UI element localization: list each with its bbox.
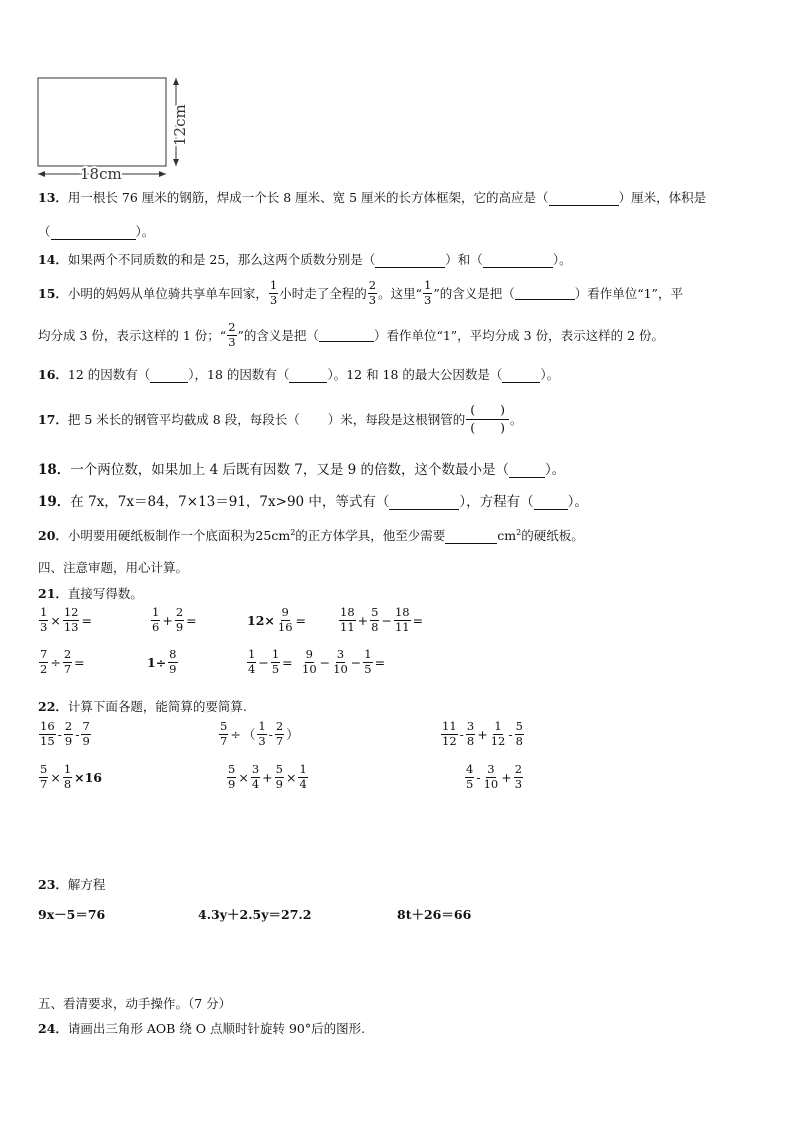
height-label: 12cm (171, 104, 189, 146)
fraction: 1 3 (423, 278, 432, 307)
question-text: （ (38, 224, 51, 239)
question-number: 17． (38, 412, 68, 427)
equation-3: 8t＋26＝66 (397, 907, 472, 922)
question-number: 16． (38, 367, 68, 382)
question-text: 如果两个不同质数的和是 25，那么这两个质数分别是（ (67, 252, 376, 267)
rectangle-figure (30, 70, 190, 185)
question-text: 在 7x，7x＝84，7×13＝91，7x>90 中，等式有（ (70, 494, 390, 510)
question-text: 均分成 3 份，表示这样的 1 份；“ (38, 328, 227, 343)
area-value: 25cm (255, 528, 291, 543)
expression: $\frac{5}{7}$ × $\frac{1}{8}$ ×16 (40, 762, 103, 791)
answer-blank[interactable] (150, 370, 188, 383)
question-text: ）。12 和 18 的最大公因数是（ (327, 367, 503, 382)
question-text: ）。 (552, 252, 572, 267)
question-number: 15． (38, 286, 68, 301)
question-text: 用一根长 76 厘米的钢筋，焊成一个长 8 厘米、宽 5 厘米的长方体框架，它的高应是（ (67, 190, 549, 205)
question-text: ）。 (545, 462, 566, 478)
question-18 (38, 458, 565, 478)
question-title: 计算下面各题，能简算的要简算. (67, 699, 247, 714)
expression: 1 4 − $\frac{1}{5}$ = (248, 647, 293, 676)
answer-blank[interactable] (375, 255, 445, 268)
expression: 11 12 - 3 8 + $\frac{1}{12}$ - 5 8 (442, 719, 523, 748)
answer-blank[interactable] (389, 497, 459, 510)
fraction: 2 3 (368, 278, 377, 307)
question-number: 23． (38, 877, 68, 892)
answer-blank[interactable] (319, 329, 374, 342)
answer-blank[interactable] (549, 193, 619, 206)
question-text: 的硬纸板。 (521, 528, 584, 543)
expression: 1÷ $\frac{8}{9}$ (147, 647, 177, 676)
width-label: 18cm (80, 165, 122, 183)
question-15-cont (38, 318, 664, 352)
question-title: 解方程 (67, 877, 106, 892)
blank-fraction[interactable]: ( ) ( ) (466, 402, 509, 436)
question-text: 小明的妈妈从单位骑共享单车回家， (67, 286, 268, 301)
answer-blank[interactable] (51, 227, 136, 240)
answer-blank[interactable] (445, 531, 497, 544)
question-text: 把 5 米长的钢管平均截成 8 段，每段长（ (67, 412, 300, 427)
expression: $\frac{5}{7}$ ÷ （ 1 3 - 2 7 ） (220, 719, 299, 748)
question-14 (38, 250, 572, 268)
expression: 16 15 - 2 9 - 7 9 (40, 719, 90, 748)
question-text: ），18 的因数有（ (188, 367, 290, 382)
question-19 (38, 490, 588, 510)
fraction: 2 3 (228, 320, 236, 349)
rectangle (38, 78, 166, 166)
question-text: 小明要用硬纸板制作一个底面积为 (67, 528, 256, 543)
expression: 4 5 - 3 10 + $\frac{2}{3}$ (466, 762, 523, 791)
question-text: 一个两位数，如果加上 4 后既有因数 7，又是 9 的倍数，这个数最小是（ (70, 462, 510, 478)
question-number: 20． (38, 528, 68, 543)
question-15 (38, 276, 683, 310)
question-text: ）看作单位“1”，平 (574, 286, 683, 301)
question-13 (38, 188, 706, 206)
question-text: ）。 (567, 494, 588, 510)
question-text: ”的含义是把（ (237, 328, 319, 343)
section-heading: 五、看清要求，动手操作。（7 分） (38, 996, 232, 1011)
question-13-cont (38, 222, 154, 240)
question-title: 直接写得数。 (67, 586, 143, 601)
answer-blank[interactable] (502, 370, 540, 383)
question-text: 12 的因数有（ (67, 367, 151, 382)
question-17 (38, 398, 523, 440)
unit: cm (497, 528, 517, 543)
question-text: 请画出三角形 AOB 绕 O 点顺时针旋转 90°后的图形. (67, 1021, 366, 1036)
question-number: 18． (38, 462, 71, 478)
question-text: ）。 (135, 224, 155, 239)
question-number: 22． (38, 699, 68, 714)
question-text: ）看作单位“1”，平均分成 3 份，表示这样的 2 份。 (373, 328, 664, 343)
expression: $\frac{5}{9}$ × $\frac{3}{4}$ + $\frac{5}{9}$ × $\frac{1}{4}$ (228, 762, 307, 791)
equation-1: 9x－5＝76 (38, 907, 106, 922)
question-text: ）。 (540, 367, 560, 382)
answer-blank[interactable] (515, 287, 575, 300)
answer-blank[interactable] (509, 465, 545, 478)
question-text: ）米，每段是这根钢管的 (327, 412, 466, 427)
question-number: 24． (38, 1021, 68, 1036)
question-text: 。这里“ (378, 286, 422, 301)
question-22 (38, 697, 247, 715)
question-text: 的正方体学具，他至少需要 (295, 528, 446, 543)
expression: $\frac{7}{2}$ ÷ $\frac{2}{7}$ = (40, 647, 85, 676)
answer-blank[interactable] (483, 255, 553, 268)
question-text: ），方程有（ (459, 494, 534, 510)
expression: 18 11 + $\frac{5}{8}$ − $\frac{18}{11}$ = (340, 605, 424, 634)
question-text: ）和（ (445, 252, 483, 267)
expression: $\frac{1}{3}$ × $\frac{12}{13}$ = (40, 605, 92, 634)
question-number: 19． (38, 494, 71, 510)
question-text: 。 (510, 412, 523, 427)
question-21 (38, 584, 143, 602)
question-24 (38, 1019, 365, 1037)
question-text: ”的含义是把（ (433, 286, 515, 301)
question-text: ）厘米，体积是 (618, 190, 707, 205)
question-20: 20．小明要用硬纸板制作一个底面积为$25cm^2$的正方体学具，他至少需要 $cm^2$的硬纸板。 (38, 527, 584, 543)
answer-blank[interactable] (534, 497, 568, 510)
question-text: 小时走了全程的 (279, 286, 367, 301)
expression: 12× $\frac{9}{16}$ = (247, 605, 306, 634)
equation-2: 4.3y＋2.5y＝27.2 (198, 907, 312, 922)
expression: 9 10 − $\frac{3}{10}$ − $\frac{1}{5}$ = (302, 647, 386, 676)
question-number: 14． (38, 252, 68, 267)
question-number: 21． (38, 586, 68, 601)
answer-blank[interactable] (289, 370, 327, 383)
section-heading: 四、注意审题，用心计算。 (38, 560, 189, 575)
question-16 (38, 365, 559, 383)
fraction: 1 3 (269, 278, 278, 307)
expression: 1 6 + $\frac{2}{9}$ = (152, 605, 197, 634)
question-23 (38, 875, 105, 893)
question-number: 13． (38, 190, 68, 205)
